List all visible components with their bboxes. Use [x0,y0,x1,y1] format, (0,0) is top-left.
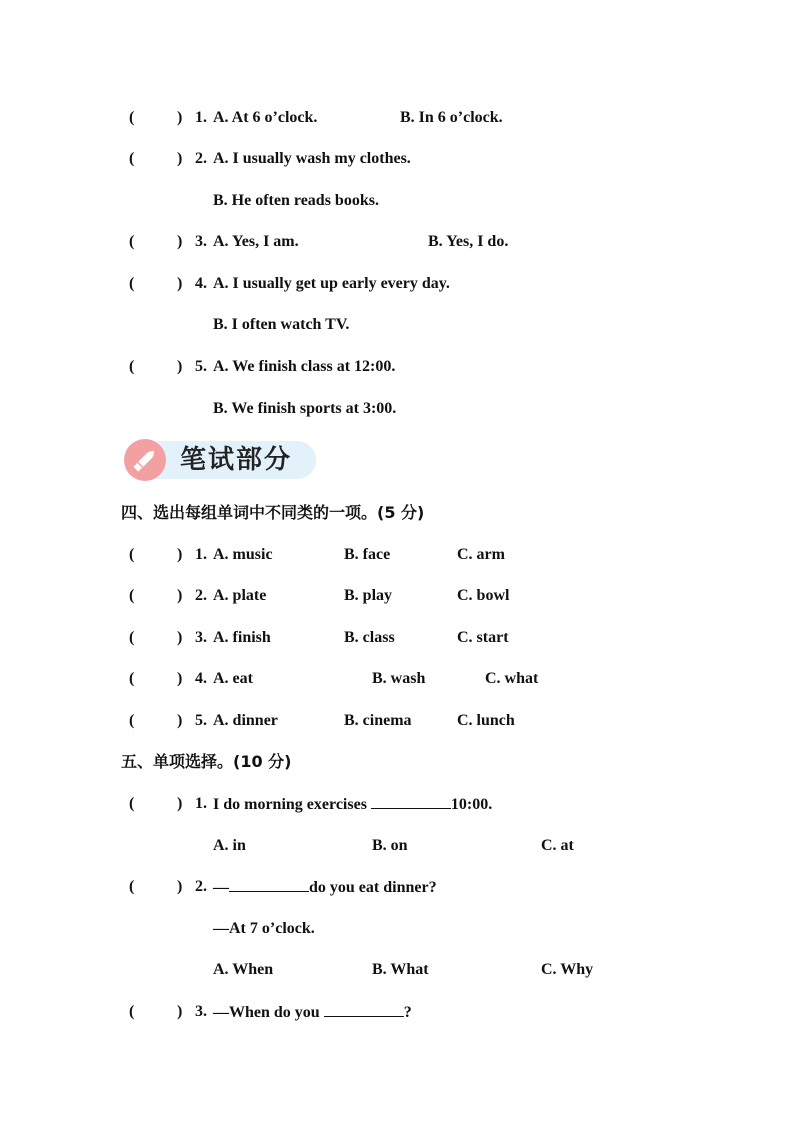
option-a: A. I usually wash my clothes. [213,150,411,167]
option-b: B. on [372,837,408,854]
option-b: B. He often reads books. [213,192,379,209]
answer-paren-open[interactable]: ( [129,275,135,292]
answer-paren-open[interactable]: ( [129,629,135,646]
stem-text: I do morning exercises [213,796,371,813]
option-c: C. arm [457,546,505,563]
question-number: 2. [195,878,207,895]
answer-paren-open[interactable]: ( [129,233,135,250]
answer-paren-close: ) [177,109,183,126]
question-number: 1. [195,795,207,812]
answer-paren-close: ) [177,629,183,646]
option-b: B. cinema [344,712,412,729]
option-b: B. class [344,629,395,646]
stem-text: — [213,879,229,896]
answer-paren-close: ) [177,1003,183,1020]
option-c: C. at [541,837,574,854]
banner-title: 笔试部分 [180,445,293,475]
option-a: A. Yes, I am. [213,233,299,250]
question-number: 3. [195,629,207,646]
answer-paren-close: ) [177,358,183,375]
option-a: A. I usually get up early every day. [213,275,450,292]
section4-heading: 四、选出每组单词中不同类的一项。(5 分) [121,503,425,522]
option-b: B. face [344,546,391,563]
question-number: 5. [195,358,207,375]
answer-paren-open[interactable]: ( [129,150,135,167]
option-b: B. We finish sports at 3:00. [213,400,397,417]
option-b: B. wash [372,670,426,687]
option-a: A. plate [213,587,267,604]
answer-paren-open[interactable]: ( [129,670,135,687]
question-number: 4. [195,275,207,292]
option-c: C. bowl [457,587,510,604]
pencil-icon [124,439,166,481]
option-b: B. I often watch TV. [213,316,350,333]
answer-paren-open[interactable]: ( [129,878,135,895]
answer-paren-close: ) [177,233,183,250]
option-b: B. What [372,961,429,978]
option-a: A. finish [213,629,271,646]
option-a: A. dinner [213,712,278,729]
answer-paren-close: ) [177,878,183,895]
question-stem [213,794,492,815]
dialogue-answer: —At 7 o’clock. [213,920,315,937]
answer-paren-close: ) [177,712,183,729]
answer-paren-close: ) [177,150,183,167]
answer-paren-close: ) [177,587,183,604]
answer-paren-close: ) [177,546,183,563]
option-b: B. Yes, I do. [428,233,509,250]
answer-paren-open[interactable]: ( [129,587,135,604]
option-a: A. When [213,961,274,978]
answer-paren-close: ) [177,670,183,687]
stem-text-end: 10:00. [450,796,493,813]
question-number: 5. [195,712,207,729]
question-stem [213,1002,412,1023]
answer-paren-close: ) [177,275,183,292]
answer-paren-open[interactable]: ( [129,1003,135,1020]
option-a: A. We finish class at 12:00. [213,358,396,375]
written-part-banner [124,439,318,481]
option-a: A. in [213,837,246,854]
option-c: C. start [457,629,509,646]
answer-paren-close: ) [177,795,183,812]
option-c: C. Why [541,961,594,978]
option-b: B. play [344,587,393,604]
question-number: 1. [195,109,207,126]
option-c: C. what [485,670,539,687]
stem-text: —When do you [213,1004,324,1021]
question-stem [213,877,437,898]
option-a: A. At 6 o’clock. [213,109,318,126]
question-number: 1. [195,546,207,563]
option-a: A. music [213,546,273,563]
answer-paren-open[interactable]: ( [129,546,135,563]
section5-heading: 五、单项选择。(10 分) [121,752,292,771]
fill-blank[interactable] [371,794,451,809]
stem-text-end: ? [403,1004,412,1021]
option-c: C. lunch [457,712,515,729]
stem-text-end: do you eat dinner? [309,879,437,896]
fill-blank[interactable] [324,1002,404,1017]
question-number: 2. [195,587,207,604]
answer-paren-open[interactable]: ( [129,109,135,126]
banner-circle [124,439,166,481]
option-a: A. eat [213,670,253,687]
question-number: 2. [195,150,207,167]
answer-paren-open[interactable]: ( [129,712,135,729]
question-number: 3. [195,1003,207,1020]
question-number: 3. [195,233,207,250]
fill-blank[interactable] [229,877,309,892]
option-b: B. In 6 o’clock. [400,109,503,126]
answer-paren-open[interactable]: ( [129,358,135,375]
question-number: 4. [195,670,207,687]
answer-paren-open[interactable]: ( [129,795,135,812]
